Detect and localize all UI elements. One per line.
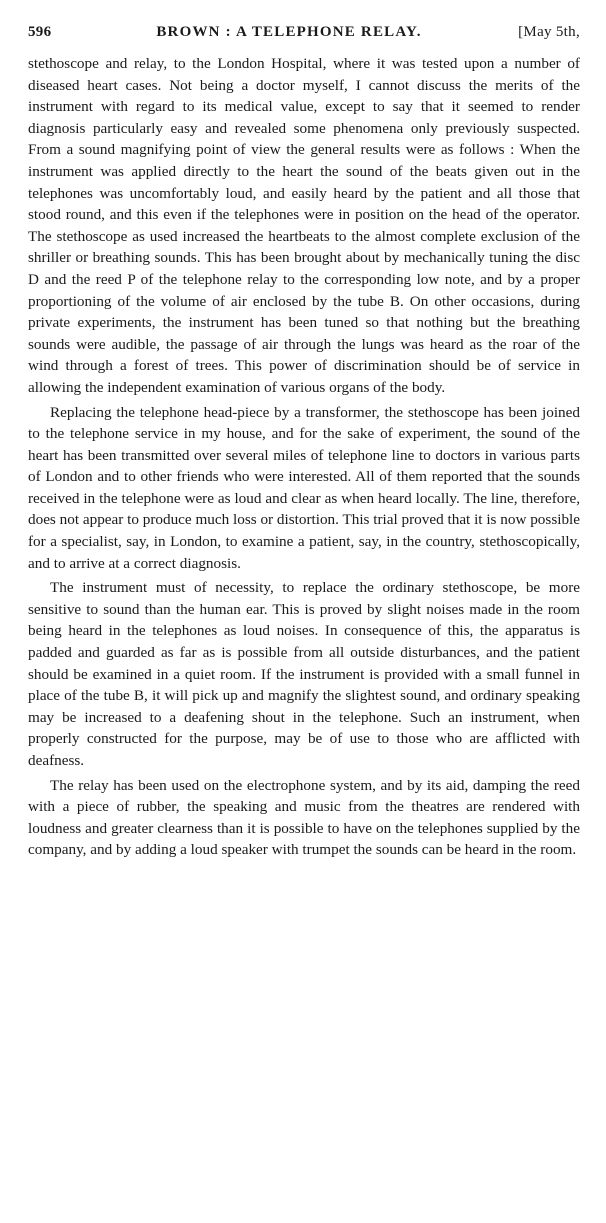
running-date: [May 5th, (518, 24, 580, 40)
paragraph-2: Replacing the telephone head-piece by a transformer, the stethoscope has been joined to the telephone service in my house, and for the sake of experiment, the sound of the heart has been transmitted over several miles of telephone line to doctors in various parts of London and to other friends who were interested. All of them reported that the sounds received in the telephone were as loud and clear as when heard locally. The line, therefore, does not appear to produce much loss or distortion. This trial proved that it is now possible for a specialist, say, in London, to examine a patient, say, in the country, stethoscopically, and to arrive at a correct diagnosis. (28, 403, 580, 572)
paragraph-4: The relay has been used on the electrophone system, and by its aid, damping the reed with a piece of rubber, the speaking and music from the theatres are rendered with loudness and greater clearness than it is possible to have on the telephones supplied by the company, and by adding a loud speaker with trumpet the sounds can be heard in the room. (28, 776, 580, 859)
page-number: 596 (28, 24, 52, 40)
running-title: BROWN : A TELEPHONE RELAY. (156, 24, 422, 40)
body-text (28, 53, 580, 861)
running-head (28, 24, 580, 41)
paragraph-3: The instrument must of necessity, to replace the ordinary stethoscope, be more sensitive to sound than the human ear. This is proved by slight noises made in the room being heard in the telephones as loud noises. In consequence of this, the apparatus is padded and guarded as far as is possible from all outside disturbances, and the patient should be examined in a quiet room. If the instrument is provided with a small funnel in place of the tube B, it will pick up and magnify the slightest sound, and ordinary speaking may be increased to a deafening shout in the telephone. Such an instrument, when properly constructed for the purpose, may be of use to those who are afflicted with deafness. (28, 579, 580, 769)
paragraph-1: stethoscope and relay, to the London Hospital, where it was tested upon a number of diseased heart cases. Not being a doctor myself, I cannot discuss the merits of the instrument with regard to its medical value, except to say that it seemed to render diagnosis particularly easy and revealed some phenomena only previously suspected. From a sound magnifying point of view the general results were as follows : When the instrument was applied directly to the heart the sound of the beats given out in the telephones was uncomfortably loud, and easily heard by the patient and all those that stood round, and this even if the telephones were in position on the head of the operator. The stethoscope as used increased the heartbeats to the almost complete exclusion of the shriller or breathing sounds. This has been brought about by mechanically tuning the disc D and the reed P of the telephone relay to the corresponding low note, and by a proper proportioning of the volume of air enclosed by the tube B. On other occasions, during private experiments, the instrument has been tuned so that nothing but the breathing sounds were audible, the passage of air through the lungs was heard as the roar of the wind through a forest of trees. This power of discrimination should be of service in allowing the independent examination of various organs of the body. (28, 55, 580, 396)
